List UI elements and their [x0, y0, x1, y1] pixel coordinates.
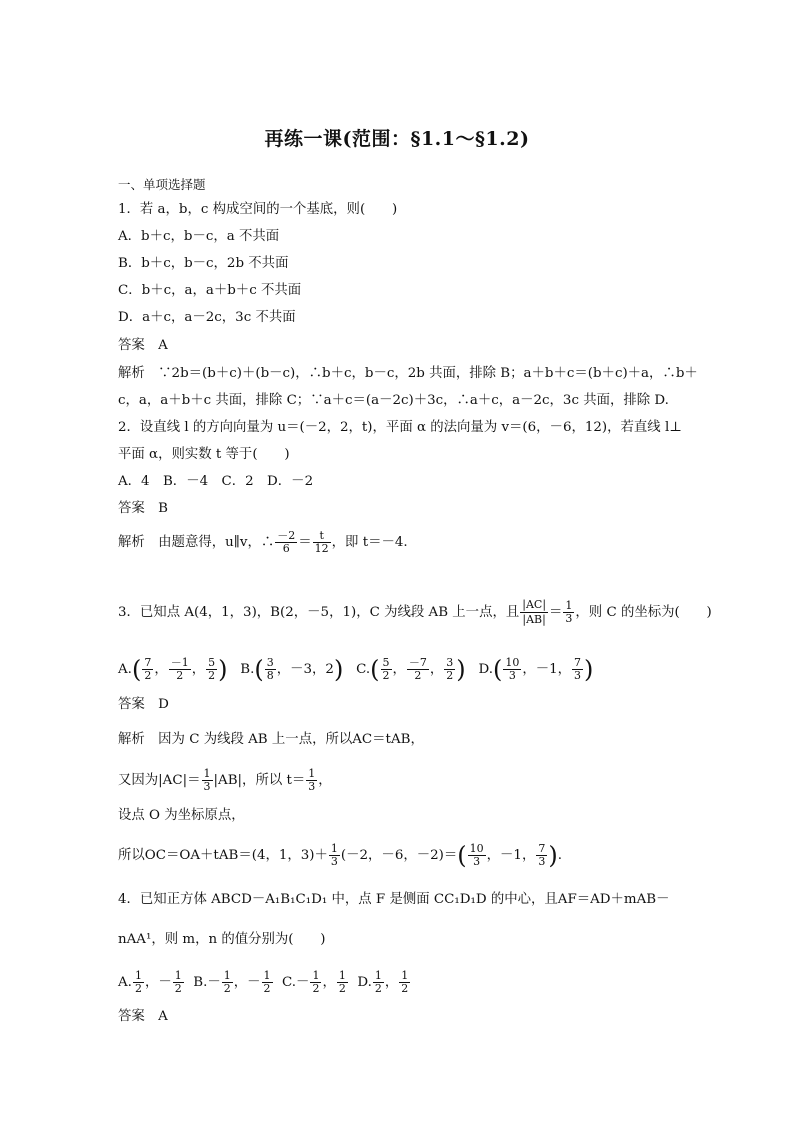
- q1-option-b: B．b＋c，b－c，2b 不共面: [118, 256, 289, 271]
- q3-optA-label: A.: [118, 662, 132, 677]
- q3-explanation-line4: 所以OC＝OA＋tAB＝(4，1，3)＋ $\frac{1}{3}$ (－2，－6，－2)＝( $\frac{10}{3}$ ，－1， $\frac{7}{3}$ ).: [118, 841, 562, 870]
- q3-ratio-val-den: 3: [565, 612, 573, 625]
- q2-frac2-num: t: [313, 530, 331, 543]
- q3-exp2-frac1: $\frac{1}{3}$: [203, 767, 211, 793]
- q1-explanation-line2: c，a，a＋b＋c 共面，排除 C；∵a＋c＝(a－2c)＋3c，∴a＋c，a－2c，3c 共面，排除 D.: [118, 393, 669, 408]
- q3-optD-x: $\frac{10}{3}$: [505, 656, 520, 682]
- q3-exp4-post: .: [557, 848, 562, 863]
- q3-optA-z-num: 5: [208, 656, 216, 669]
- q3-explanation-line1: 解析 因为 C 为线段 AB 上一点，所以AC＝tAB，: [118, 732, 424, 747]
- q4-stem-line1: 4．已知正方体 ABCD－A₁B₁C₁D₁ 中，点 F 是侧面 CC₁D₁D 的中心，且AF＝AD＋mAB－: [118, 892, 670, 907]
- q3-ratio-num: |AC|: [522, 598, 547, 611]
- q3-ratio-den: |AB|: [522, 613, 546, 626]
- q3-optA-y-num: －1: [170, 656, 189, 669]
- q3-optD-label: D.: [478, 662, 493, 677]
- q3-optC-z-den: 2: [446, 669, 454, 682]
- q3-ratio-val-num: 1: [565, 599, 573, 612]
- q2-stem-line1: 2．设直线 l 的方向向量为 u＝(－2，2，t)，平面 α 的法向量为 v＝(6，－6，12)，若直线 l⊥: [118, 420, 682, 435]
- q2-frac1-den: 6: [282, 542, 290, 555]
- q3-exp4-pre: 所以OC＝OA＋tAB＝(4，1，3)＋: [118, 848, 328, 863]
- q4-answer: 答案 A: [118, 1009, 168, 1024]
- q2-frac2-den: 12: [314, 542, 329, 555]
- q3-optD-z: $\frac{7}{3}$: [574, 656, 582, 682]
- q1-option-d: D．a＋c，a－2c，3c 不共面: [118, 310, 296, 325]
- q3-optA-z: [206, 657, 217, 682]
- q2-fraction-1: [275, 530, 297, 555]
- q3-optC-x: [381, 657, 392, 682]
- q3-optC-y: [407, 657, 429, 682]
- q3-optC-z-num: 3: [446, 656, 454, 669]
- q3-answer: 答案 D: [118, 697, 169, 712]
- q1-option-c: C．b＋c，a，a＋b＋c 不共面: [118, 283, 302, 298]
- q3-optA-x: [142, 657, 153, 682]
- q3-exp2-mid: |AB|，所以 t＝: [213, 773, 306, 788]
- q2-exp-pre: 解析 由题意得，u∥v，∴: [118, 535, 275, 550]
- q3-exp2-post: ，: [318, 773, 332, 788]
- q3-options: A.( $\frac{7}{2}$ ， $\frac{-1}{2}$ ， $\frac{5}{2}$ ) B.( $\frac{3}{8}$ ，－3，2) C.( $\frac{5}{2}$ ， $\frac{-7}{2}$ ， $\frac{3}{2}$ ) D.( $\frac{10}{3}$ ，－1， $\frac{7}{3}$ ): [118, 655, 594, 684]
- q3-ratio-eq: ＝: [549, 605, 563, 620]
- q3-optC-x-den: 2: [382, 669, 390, 682]
- q1-answer: 答案 A: [118, 338, 168, 353]
- section-heading: 一、单项选择题: [118, 177, 206, 192]
- q3-optC-z: [444, 657, 455, 682]
- q3-optC-y-num: －7: [408, 656, 427, 669]
- q2-exp-post: ，即 t＝－4.: [331, 535, 408, 550]
- q3-stem: [118, 598, 712, 627]
- q4-stem-line2: nAA¹，则 m，n 的值分别为( ): [118, 932, 326, 947]
- q4-options: A. $\frac{1}{2}$ ，－ $\frac{1}{2}$ B.－ $\frac{1}{2}$ ，－ $\frac{1}{2}$ C.－ $\frac{1}{2}$ ， $\frac{1}{2}$ D. $\frac{1}{2}$ ， $\frac{1}{2}$: [118, 969, 409, 995]
- q2-options: A．4 B．－4 C．2 D．－2: [118, 474, 314, 489]
- q3-optC-x-num: 5: [382, 656, 390, 669]
- q2-equals: ＝: [298, 535, 312, 550]
- q3-optC-y-den: 2: [414, 669, 422, 682]
- page-title: 再练一课(范围：§1.1～§1.2): [264, 128, 530, 150]
- q3-explanation-line3: 设点 O 为坐标原点，: [118, 808, 245, 823]
- q2-frac1-num: －2: [277, 529, 296, 542]
- q3-optA-z-den: 2: [208, 669, 216, 682]
- q3-optA-x-num: 7: [144, 656, 152, 669]
- q3-explanation-line2: [118, 768, 332, 793]
- q3-optC-label: C.: [356, 662, 371, 677]
- q2-explanation: [118, 530, 408, 555]
- q3-stem-pre: 3．已知点 A(4，1，3)，B(2，－5，1)，C 为线段 AB 上一点，且: [118, 605, 520, 620]
- q3-stem-post: ，则 C 的坐标为( ): [575, 605, 712, 620]
- q3-exp2-frac2: $\frac{1}{3}$: [308, 767, 316, 793]
- q3-optA-y: [169, 657, 191, 682]
- q3-optB-label: B.: [240, 662, 255, 677]
- q2-answer: 答案 B: [118, 501, 169, 516]
- q3-exp4-frac: $\frac{1}{3}$: [330, 842, 338, 868]
- q1-stem: 1．若 a，b，c 构成空间的一个基底，则( ): [118, 202, 398, 217]
- q2-fraction-2: [313, 530, 331, 555]
- q1-option-a: A．b＋c，b－c，a 不共面: [118, 229, 280, 244]
- q3-optA-y-den: 2: [176, 669, 184, 682]
- q3-ratio-fraction: [520, 598, 548, 627]
- q3-exp4-mid: (－2，－6，－2)＝: [340, 848, 458, 863]
- q2-stem-line2: 平面 α，则实数 t 等于( ): [118, 447, 290, 462]
- q3-optB-x: $\frac{3}{8}$: [266, 656, 274, 682]
- q3-optA-x-den: 2: [144, 669, 152, 682]
- q3-ratio-value: [563, 600, 574, 625]
- q3-exp2-pre: 又因为|AC|＝: [118, 773, 201, 788]
- q1-explanation-line1: 解析 ∵2b＝(b＋c)＋(b－c)，∴b＋c，b－c，2b 共面，排除 B；a＋b＋c＝(b＋c)＋a，∴b＋: [118, 366, 698, 381]
